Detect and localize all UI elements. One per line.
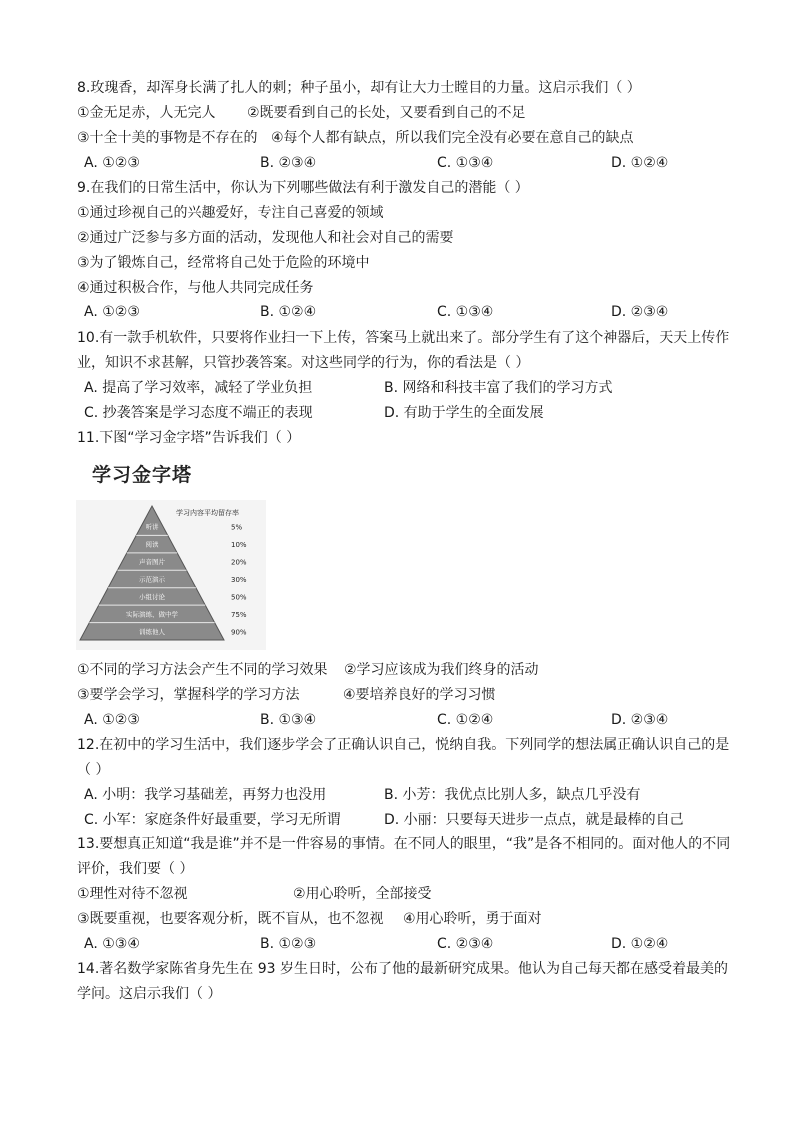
pyramid-rate-label: 75% xyxy=(231,610,247,619)
q13-option-d[interactable]: D. ①②④ xyxy=(611,936,669,952)
pyramid-layer-label: 阅读 xyxy=(145,540,159,549)
q13-option-b[interactable]: B. ①②③ xyxy=(260,936,317,952)
q8-option-a[interactable]: A. ①②③ xyxy=(84,155,140,171)
pyramid-layer-label: 声音图片 xyxy=(139,558,165,567)
q11-statement-3: ③要学会学习，掌握科学的学习方法 xyxy=(77,687,300,703)
q10-option-d[interactable]: D. 有助于学生的全面发展 xyxy=(384,405,544,421)
q11-statement-2: ②学习应该成为我们终身的活动 xyxy=(344,662,539,678)
q13-statement-4: ④用心聆听，勇于面对 xyxy=(403,911,542,927)
q8-statement-2: ②既要看到自己的长处，又要看到自己的不足 xyxy=(247,105,526,121)
q8-option-c[interactable]: C. ①③④ xyxy=(437,155,494,171)
q12-options-row-2 xyxy=(84,810,704,830)
pyramid-layer-label: 示范演示 xyxy=(139,575,165,584)
q9-option-c[interactable]: C. ①③④ xyxy=(437,304,494,320)
pyramid-rate-label: 5% xyxy=(231,523,243,532)
q9-option-d[interactable]: D. ②③④ xyxy=(611,304,669,320)
pyramid-rate-label: 20% xyxy=(231,558,247,567)
q8-statement-3: ③十全十美的事物是不存在的 xyxy=(77,130,258,146)
q12-stem-line-2: （ ） xyxy=(77,762,110,778)
q8-options xyxy=(84,153,704,173)
pyramid-layer-label: 实际演练、做中学 xyxy=(126,610,178,619)
q12-options-row-1 xyxy=(84,785,704,805)
q13-option-a[interactable]: A. ①③④ xyxy=(84,936,140,952)
q13-stem-line-2: 评价，我们要（ ） xyxy=(77,861,194,877)
q9-statement-3: ③为了锻炼自己，经常将自己处于危险的环境中 xyxy=(77,255,370,271)
q11-statement-1: ①不同的学习方法会产生不同的学习效果 xyxy=(77,662,328,678)
q12-option-c[interactable]: C. 小军：家庭条件好最重要，学习无所谓 xyxy=(84,812,341,828)
q14-stem-line-1: 14.著名数学家陈省身先生在 93 岁生日时，公布了他的最新研究成果。他认为自己每天都在感受着最美的 xyxy=(77,961,728,977)
q9-option-b[interactable]: B. ①②④ xyxy=(260,304,317,320)
q14-stem-line-2: 学问。这启示我们（ ） xyxy=(77,986,222,1002)
q13-statement-3: ③既要重视，也要客观分析，既不盲从，也不忽视 xyxy=(77,911,384,927)
q12-option-b[interactable]: B. 小芳：我优点比别人多，缺点几乎没有 xyxy=(384,787,641,803)
q13-statement-1: ①理性对待不忽视 xyxy=(77,886,188,902)
pyramid-layer-label: 听讲 xyxy=(145,523,159,532)
q9-statement-2: ②通过广泛参与多方面的活动，发现他人和社会对自己的需要 xyxy=(77,230,454,246)
pyramid-rate-label: 50% xyxy=(231,593,247,602)
q11-options xyxy=(84,710,704,730)
q10-stem-line-2: 业，知识不求甚解，只管抄袭答案。对这些同学的行为，你的看法是（ ） xyxy=(77,355,530,371)
q12-option-a[interactable]: A. 小明：我学习基础差，再努力也没用 xyxy=(84,787,327,803)
q13-statement-2: ②用心聆听，全部接受 xyxy=(293,886,432,902)
q13-option-c[interactable]: C. ②③④ xyxy=(437,936,494,952)
q11-stem: 11.下图“学习金字塔”告诉我们（ ） xyxy=(77,430,301,446)
q9-statement-1: ①通过珍视自己的兴趣爱好，专注自己喜爱的领域 xyxy=(77,205,384,221)
q9-options xyxy=(84,302,704,322)
q8-option-d[interactable]: D. ①②④ xyxy=(611,155,669,171)
pyramid-figure-title: 学习金字塔 xyxy=(92,464,193,486)
q13-stem-line-1: 13.要想真正知道“我是谁”并不是一件容易的事情。在不同人的眼里，“我”是各不相同的。面对他人的不同 xyxy=(77,836,731,852)
q10-option-b[interactable]: B. 网络和科技丰富了我们的学习方式 xyxy=(384,380,613,396)
pyramid-rate-label: 90% xyxy=(231,628,247,637)
q12-option-d[interactable]: D. 小丽：只要每天进步一点点，就是最棒的自己 xyxy=(384,812,684,828)
learning-pyramid-svg xyxy=(76,500,266,650)
pyramid-layer-label: 小组讨论 xyxy=(139,592,165,601)
q8-statement-4: ④每个人都有缺点，所以我们完全没有必要在意自己的缺点 xyxy=(271,130,634,146)
q8-stem: 8.玫瑰香，却浑身长满了扎人的刺；种子虽小，却有让大力士瞠目的力量。这启示我们（ ） xyxy=(77,80,641,96)
q11-option-b[interactable]: B. ①③④ xyxy=(260,712,317,728)
q11-option-a[interactable]: A. ①②③ xyxy=(84,712,140,728)
q9-statement-4: ④通过积极合作，与他人共同完成任务 xyxy=(77,280,314,296)
pyramid-rate-label: 10% xyxy=(231,541,247,550)
q9-stem: 9.在我们的日常生活中，你认为下列哪些做法有利于激发自己的潜能（ ） xyxy=(77,180,529,196)
q10-stem-line-1: 10.有一款手机软件，只要将作业扫一下上传，答案马上就出来了。部分学生有了这个神器后，天天上传作 xyxy=(77,330,730,346)
q9-option-a[interactable]: A. ①②③ xyxy=(84,304,140,320)
q11-option-c[interactable]: C. ①②④ xyxy=(437,712,494,728)
q10-options-row-1 xyxy=(84,378,704,398)
q13-options xyxy=(84,934,704,954)
q8-option-b[interactable]: B. ②③④ xyxy=(260,155,317,171)
q12-stem-line-1: 12.在初中的学习生活中，我们逐步学会了正确认识自己，悦纳自我。下列同学的想法属正确认识自己的是 xyxy=(77,737,730,753)
q11-option-d[interactable]: D. ②③④ xyxy=(611,712,669,728)
q11-statement-4: ④要培养良好的学习习惯 xyxy=(343,687,496,703)
pyramid-rate-label: 30% xyxy=(231,576,247,584)
pyramid-figure-subtitle: 学习内容平均留存率 xyxy=(176,509,239,517)
pyramid-layer-label: 训练他人 xyxy=(139,627,165,636)
q10-options-row-2 xyxy=(84,403,704,423)
q10-option-c[interactable]: C. 抄袭答案是学习态度不端正的表现 xyxy=(84,405,313,421)
q8-statement-1: ①金无足赤，人无完人 xyxy=(77,105,216,121)
q10-option-a[interactable]: A. 提高了学习效率，减轻了学业负担 xyxy=(84,380,313,396)
learning-pyramid-figure xyxy=(76,500,266,650)
